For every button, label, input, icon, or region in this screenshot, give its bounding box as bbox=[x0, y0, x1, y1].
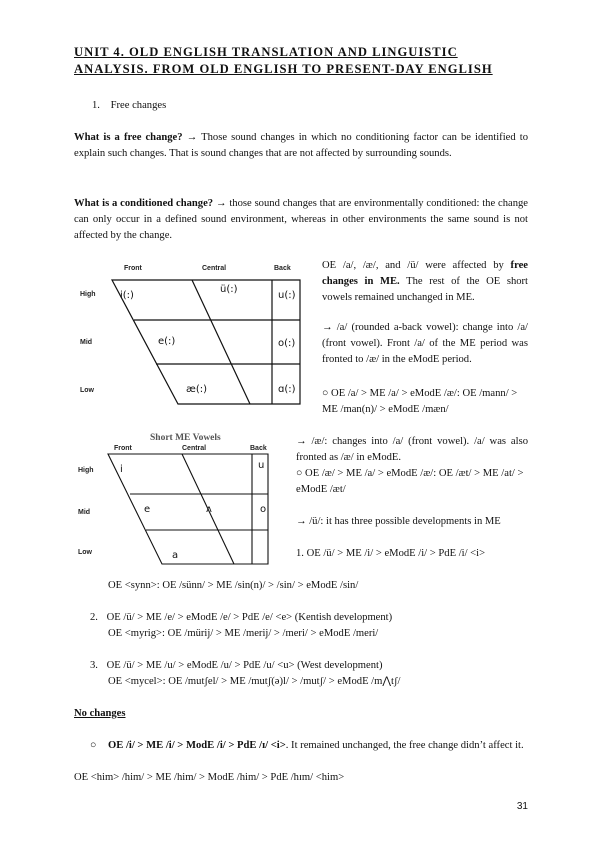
chart1-vowel-u: u(:) bbox=[278, 290, 296, 301]
a-back-vowel-paragraph: → /a/ (rounded a-back vowel): change into /a/ (front vowel). Front /a/ of the ME period was fronted to /æ/ in the eModE period. bbox=[322, 322, 528, 365]
chart1-row-low: Low bbox=[80, 387, 94, 394]
chart2-vowel-i: i bbox=[120, 464, 123, 475]
u-umlaut-development-1: 1. OE /ü/ > ME /i/ > eModE /i/ > PdE /i/ <i> bbox=[296, 548, 486, 559]
no-changes-heading: No changes bbox=[74, 708, 126, 719]
chart1-vowel-i: i(:) bbox=[120, 290, 134, 301]
chart2-col-central: Central bbox=[182, 445, 207, 452]
chart2-row-mid: Mid bbox=[78, 509, 91, 516]
chart2-vowel-wedge: ʌ bbox=[206, 504, 212, 515]
section-heading-free-changes: 1. Free changes bbox=[92, 100, 167, 111]
chart2-row-low: Low bbox=[78, 549, 92, 556]
him-example: OE <him> /him/ > ME /him/ > ModE /him/ > PdE /hɪm/ <him> bbox=[74, 772, 345, 783]
chart1-vowel-o: o(:) bbox=[278, 338, 296, 349]
chart1-vowel-e: e(:) bbox=[158, 336, 176, 347]
ae-vowel-example: ○ OE /æ/ > ME /a/ > eModE /æ/: OE /æt/ > ME /at/ > eModE /æt/ bbox=[296, 468, 524, 495]
chart1-row-high: High bbox=[80, 291, 96, 298]
chart2-vowel-e: e bbox=[144, 504, 151, 515]
development-3-example: OE <mycel>: OE /mutʃel/ > ME /mutʃ(ə)l/ > /mutʃ/ > eModE /m⋀tʃ/ bbox=[108, 676, 401, 687]
development-3: 3. OE /ü/ > ME /u/ > eModE /u/ > PdE /u/ <u> (West development) bbox=[90, 660, 383, 671]
a-back-vowel-example: ○ OE /a/ > ME /a/ > eModE /æ/: OE /mann/ > ME /man(n)/ > eModE /mæn/ bbox=[322, 388, 518, 415]
development-2: 2. OE /ü/ > ME /e/ > eModE /e/ > PdE /e/ <e> (Kentish development) bbox=[90, 612, 393, 623]
chart1-col-front: Front bbox=[124, 265, 142, 272]
chart2-vowel-u: u bbox=[258, 460, 265, 471]
page-number: 31 bbox=[516, 801, 528, 812]
ae-vowel-paragraph: → /æ/: changes into /a/ (front vowel). /a/ was also fronted as /æ/ in eModE. bbox=[296, 436, 528, 463]
chart1-vowel-u-umlaut: ü(:) bbox=[220, 284, 238, 295]
chart2-caption: Short ME Vowels bbox=[150, 433, 221, 443]
chart2-row-high: High bbox=[78, 467, 94, 474]
oe-vowel-chart bbox=[74, 258, 310, 428]
chart1-vowel-open-o: ɑ(:) bbox=[278, 384, 296, 395]
free-change-paragraph: What is a free change? → Those sound changes in which no conditioning factor can be identified to explain such changes. That is sound changes that are not affected by surrounding sounds. bbox=[74, 132, 528, 159]
u-umlaut-paragraph: → /ü/: it has three possible developments in ME bbox=[296, 516, 501, 527]
chart1-col-central: Central bbox=[202, 265, 227, 272]
chart2-col-back: Back bbox=[250, 445, 267, 452]
free-changes-intro: OE /a/, /æ/, and /ü/ were affected by free changes in ME. The rest of the OE short vowels remained unchanged in ME. bbox=[322, 260, 529, 303]
chart2-vowel-a: a bbox=[172, 550, 179, 561]
chart2-vowel-o: o bbox=[260, 504, 267, 515]
no-changes-bullet: ○ OE /i/ > ME /i/ > ModE /i/ > PdE /ɪ/ <i>. It remained unchanged, the free change didn’t affect it. bbox=[90, 738, 528, 754]
development-2-example: OE <myrig>: OE /mürij/ > ME /merij/ > /meri/ > eModE /meri/ bbox=[108, 628, 379, 639]
chart1-col-back: Back bbox=[274, 265, 291, 272]
chart2-col-front: Front bbox=[114, 445, 132, 452]
synn-example: OE <synn>: OE /sünn/ > ME /sin(n)/ > /sin/ > eModE /sin/ bbox=[108, 580, 359, 591]
page-title: UNIT 4. OLD ENGLISH TRANSLATION AND LINGUISTIC ANALYSIS. FROM OLD ENGLISH TO PRESENT-DAY ENGLISH bbox=[74, 45, 493, 76]
short-me-vowel-chart bbox=[74, 430, 286, 574]
bullet-circle-icon: ○ bbox=[90, 740, 97, 751]
chart1-vowel-ae: æ(:) bbox=[186, 384, 207, 395]
chart1-row-mid: Mid bbox=[80, 339, 93, 346]
conditioned-change-paragraph: What is a conditioned change? → those sound changes that are environmentally conditioned: the change can only occur in a defined sound environment, whereas in other environments the same sound is not affected by the change. bbox=[74, 198, 529, 241]
